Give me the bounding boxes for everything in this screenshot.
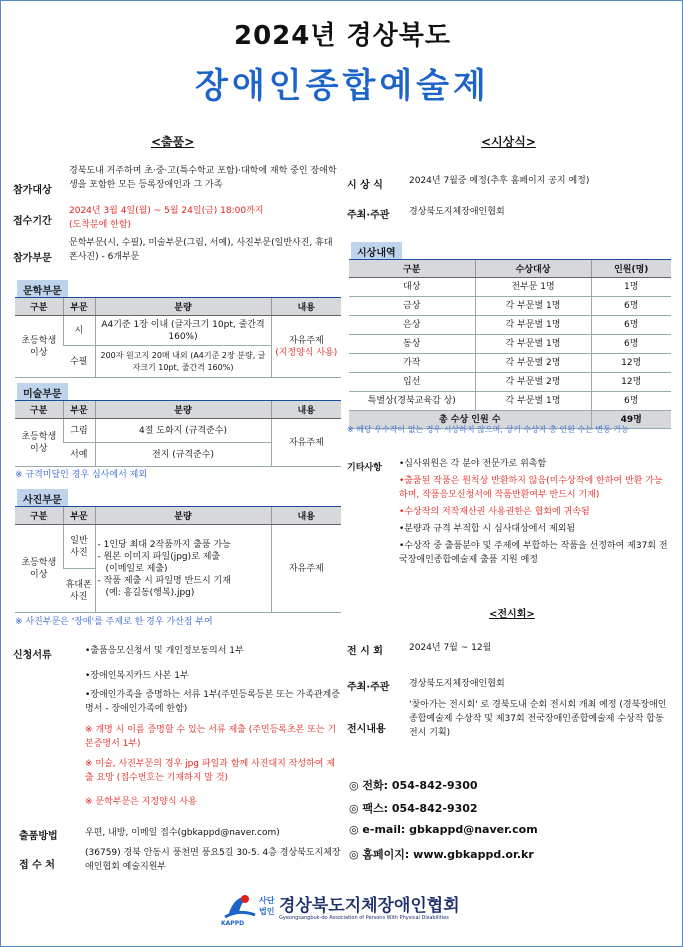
exhibit-text: 2024년 7월 ~ 12월: [409, 643, 492, 653]
misc-item: •수상작 중 출품분야 및 주제에 부합하는 작품을 선정하여 제37회 전국장애인종합예술제 출품 지원 예정: [399, 541, 668, 565]
entry-heading: <출품>: [151, 135, 195, 149]
amount-cell: A4기준 1장 이내 (글자크기 10pt, 줄간격 160%): [95, 316, 271, 346]
amount-cell: 전지 (규격준수): [95, 443, 271, 467]
literature-table: [15, 297, 341, 378]
col-header: 부문: [63, 298, 95, 316]
award-grade-cell: 금상: [349, 297, 475, 316]
art-note: ※ 규격미달인 경우 심사에서 제외: [15, 470, 148, 480]
photo-note: ※ 사진부문은 '장애'를 주제로 한 경우 가산점 부여: [15, 617, 213, 627]
misc-item: •출품된 작품은 원칙상 반환하지 않음(미수상작에 한하여 반환 가능하며, 작품응모신청서에 작품반환여부 반드시 기재): [399, 476, 663, 500]
award-grade-cell: 대상: [349, 278, 475, 297]
col-header: 내용: [271, 298, 341, 316]
award-grade-cell: 특별상(경북교육감 상): [349, 392, 475, 411]
method-text: 우편, 내방, 이메일 접수(gbkappd@naver.com): [85, 828, 280, 838]
apply-note: ※ 개명 시 이름 증명할 수 있는 서류 제출 (주민등록초본 또는 기본증명서 1부): [85, 725, 337, 749]
col-header: 구분: [15, 298, 63, 316]
col-header: 부문: [63, 507, 95, 525]
exhibit-host-text: 경상북도지체장애인협회: [409, 679, 505, 689]
art-table: [15, 400, 341, 467]
title-festival-name: 장애인종합예술제: [195, 66, 490, 106]
contact-homepage[interactable]: ◎ 홈페이지: www.gbkappd.or.kr: [349, 848, 534, 861]
award-target-cell: 각 부문별 1명: [475, 297, 591, 316]
address-text: (36759) 경북 안동시 풍천면 풍요5길 30-5. 4층 경상북도지체장애인협회 예술지원부: [85, 848, 341, 872]
host-text: 경상북도지체장애인협회: [409, 207, 505, 217]
award-target-cell: 각 부문별 2명: [475, 373, 591, 392]
award-target-cell: 각 부문별 1명: [475, 335, 591, 354]
content-text: 자유주제: [288, 335, 324, 346]
logo-eng: Gyeongsangbuk-do Association of Persons With Physical Disabilities: [279, 915, 449, 921]
col-header: 인원(명): [591, 260, 671, 278]
apply-note: ※ 미술, 사진부문의 경우 jpg 파일과 함께 사진대지 작성하여 제출 요망 (접수번호는 기재하지 말 것): [85, 759, 336, 783]
col-header: 분량: [95, 507, 271, 525]
award-row: [349, 297, 671, 316]
group-cell: 초등학생 이상: [15, 419, 63, 467]
col-header: 부문: [63, 401, 95, 419]
amount-cell: [95, 525, 271, 613]
amount-line: - 작품 제출 시 파일명 반드시 기재: [97, 575, 231, 586]
award-count-cell: 6명: [591, 316, 671, 335]
misc-list: [399, 457, 671, 570]
col-header: 구분: [349, 260, 475, 278]
award-table: [349, 259, 671, 429]
title-year-region: 2024년 경상북도: [234, 21, 451, 51]
col-header: 분량: [95, 298, 271, 316]
award-count-cell: 1명: [591, 278, 671, 297]
group-cell: 초등학생 이상: [15, 525, 63, 613]
exhibit-host-label: 주최·주관: [347, 682, 390, 693]
apply-item: •장애인복지카드 사본 1부: [85, 671, 189, 681]
amount-line: - 1인당 최대 2작품까지 출품 가능: [97, 539, 231, 550]
host-label: 주최·주관: [347, 210, 390, 221]
eligibility-text: 경북도내 거주하며 초·중·고(특수학교 포함)·대학에 재학 중인 장애학생을 포함한 모든 등록장애인과 그 가족: [69, 166, 337, 190]
exhibit-content-text: '찾아가는 전시회' 로 경북도내 순회 전시회 개최 예정 (경북장애인종합예술제 수상작 및 제37회 전국장애인종합예술제 수상작 합동전시 기획): [409, 700, 667, 738]
period-note: (도착분에 한함): [69, 220, 132, 230]
award-grade-cell: 은상: [349, 316, 475, 335]
col-header: 내용: [271, 507, 341, 525]
misc-label: 기타사항: [347, 463, 382, 473]
association-logo: [221, 891, 471, 931]
address-label: 접 수 처: [19, 860, 55, 871]
contact-phone: ◎ 전화: 054-842-9300: [349, 779, 478, 792]
amount-line: (이메일로 제출): [105, 563, 168, 574]
award-count-cell: 6명: [591, 392, 671, 411]
photo-table: [15, 506, 341, 613]
award-target-cell: 전부문 1명: [475, 278, 591, 297]
award-grade-cell: 가작: [349, 354, 475, 373]
award-row: [349, 278, 671, 297]
logo-abbr: KAPPD: [221, 920, 245, 927]
col-header: 수상대상: [475, 260, 591, 278]
award-chip: 시상내역: [351, 242, 402, 261]
category-text: 문학부문(시, 수필), 미술부문(그림, 서예), 사진부문(일반사진, 휴대폰사진) - 6개부문: [69, 238, 333, 262]
content-cell: [271, 316, 341, 378]
content-cell: 자유주제: [271, 525, 341, 613]
exhibit-label: 전 시 회: [347, 646, 383, 657]
award-count-cell: 12명: [591, 373, 671, 392]
award-count-cell: 12명: [591, 354, 671, 373]
award-row: [349, 354, 671, 373]
logo-corp: 사단 법인: [259, 896, 275, 916]
misc-item: •심사위원은 각 분야 전문가로 위촉함: [399, 459, 547, 469]
award-row: [349, 335, 671, 354]
literature-chip: 문학부문: [17, 280, 68, 299]
contact-fax: ◎ 팩스: 054-842-9302: [349, 802, 478, 815]
award-total: 49명: [591, 411, 671, 429]
part-cell: 일반 사진: [63, 525, 95, 569]
col-header: 구분: [15, 401, 63, 419]
group-cell: 초등학생 이상: [15, 316, 63, 378]
award-target-cell: 각 부문별 1명: [475, 316, 591, 335]
award-row: [349, 316, 671, 335]
col-header: 내용: [271, 401, 341, 419]
part-cell: 서예: [63, 443, 95, 467]
eligibility-label: 참가대상: [13, 185, 52, 196]
amount-line: - 원본 이미지 파일(jpg)로 제출: [97, 551, 221, 562]
photo-chip: 사진부문: [17, 489, 68, 508]
apply-note: ※ 문학부문은 지정양식 사용: [85, 797, 197, 807]
content-note: (지정양식 사용): [275, 347, 338, 358]
award-row: [349, 392, 671, 411]
col-header: 분량: [95, 401, 271, 419]
award-target-cell: 각 부문별 2명: [475, 354, 591, 373]
award-grade-cell: 입선: [349, 373, 475, 392]
part-cell: 그림: [63, 419, 95, 443]
amount-cell: 4절 도화지 (규격준수): [95, 419, 271, 443]
misc-item: •수상작의 저작재산권 사용권한은 협회에 귀속됨: [399, 507, 590, 517]
award-count-cell: 6명: [591, 297, 671, 316]
col-header: 구분: [15, 507, 63, 525]
period-text: 2024년 3월 4일(월) ~ 5월 24일(금) 18:00까지: [69, 206, 264, 216]
category-label: 참가부문: [13, 253, 52, 264]
apply-label: 신청서류: [13, 650, 52, 661]
award-grade-cell: 동상: [349, 335, 475, 354]
part-cell: 시: [63, 316, 95, 346]
award-note: ※ 해당 우수작이 없는 경우 시상하지 않으며, 상기 수상자 총 인원 수는 변동 가능: [347, 425, 629, 434]
contact-email[interactable]: ◎ e-mail: gbkappd@naver.com: [349, 823, 538, 836]
award-target-cell: 각 부문별 1명: [475, 392, 591, 411]
award-total-label: 총 수상 인원 수: [349, 411, 591, 429]
period-label: 접수기간: [13, 216, 52, 227]
amount-cell: 200자 원고지 20매 내외 (A4기준 2장 분량, 글자크기 10pt, 줄간격 160%): [95, 346, 271, 378]
ceremony-label: 시 상 식: [347, 180, 383, 191]
amount-line: (예: 홍길동(행복).jpg): [105, 587, 195, 598]
exhibit-content-label: 전시내용: [347, 724, 386, 735]
award-row: [349, 373, 671, 392]
method-label: 출품방법: [19, 831, 58, 842]
logo-name: 경상북도지체장애인협회: [279, 896, 460, 916]
misc-item: •분량과 규격 부적합 시 심사대상에서 제외됨: [399, 524, 576, 534]
content-cell: 자유주제: [271, 419, 341, 467]
apply-item: •장애인가족을 증명하는 서류 1부(주민등록등본 또는 가족관계증명서 - 장애인가족에 한함): [85, 690, 340, 714]
apply-item: •출품응모신청서 및 개인정보동의서 1부: [85, 646, 244, 656]
art-chip: 미술부문: [17, 383, 68, 402]
part-cell: 수필: [63, 346, 95, 378]
award-count-cell: 6명: [591, 335, 671, 354]
exhibit-heading: <전시회>: [489, 609, 535, 620]
ceremony-text: 2024년 7월중 예정(추후 홈페이지 공지 예정): [409, 176, 590, 186]
award-heading: <시상식>: [481, 135, 536, 149]
part-cell: 휴대폰 사진: [63, 569, 95, 613]
